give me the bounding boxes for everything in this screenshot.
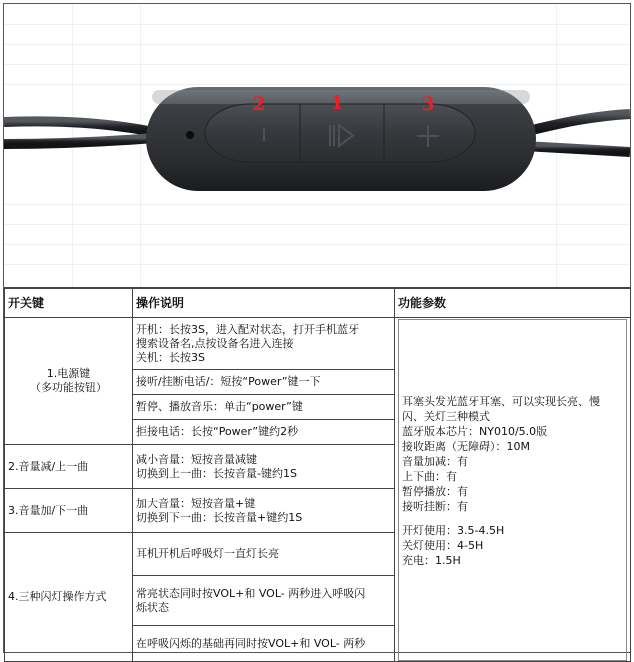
key-volume-up: 3.音量加/下一曲 [5,489,133,533]
op-light-breathing: 常亮状态同时按VOL+和 VOL- 两秒进入呼吸闪 烁状态 [133,576,395,626]
button-number-1: 1 [330,92,344,114]
op-light-always-on: 耳机开机后呼吸灯一直灯长亮 [133,533,395,576]
op-answer-hangup: 接听/挂断电话/：短按“Power”键一下 [133,370,395,395]
key-volume-down: 2.音量减/上一曲 [5,445,133,489]
function-params: 耳塞头发光蓝牙耳塞、可以实现长亮、慢 闪、关灯三种模式 蓝牙版本芯片：NY010/5.0版 接收距离（无障碍）：10M 音量加减：有 上下曲：有 暂停播放：有 接听挂断：有 开灯使用：3.5-4.5H 关灯使用：4-5H 充电：1.5H [395,318,631,662]
op-play-pause: 暂停、播放音乐：单击“power”键 [133,395,395,420]
table-header-row [5,289,631,318]
mic-hole-icon [186,131,194,139]
header-key: 开关键 [5,289,133,318]
spec-sheet [3,3,631,653]
left-cable-upper [4,121,154,132]
op-volume-down: 减小音量：短按音量减键 切换到上一曲：长按音量-键约1S [133,445,395,489]
op-reject-call: 拒接电话：长按“Power”键约2秒 [133,420,395,445]
header-function: 功能参数 [395,289,631,318]
button-number-3: 3 [421,93,435,115]
key-light-modes: 4.三种闪灯操作方式 [5,533,133,662]
right-cable-lower [524,146,630,152]
left-cable-lower [4,138,154,144]
op-volume-up: 加大音量：短按音量+键 切换到下一曲：长按音量+键约1S [133,489,395,533]
right-cable-upper [524,114,630,132]
key-power-button: 1.电源键 （多功能按钮） [5,318,133,445]
spec-table [4,288,631,662]
op-light-off: 在呼吸闪烁的基础再同时按VOL+和 VOL- 两秒 [133,626,395,662]
table-row [5,318,631,370]
remote-control-illustration [4,4,630,287]
op-power-on-off: 开机：长按3S，进入配对状态，打开手机蓝牙 搜索设备名,点按设备名进入连接 关机：长按3S [133,318,395,370]
product-photo [4,4,630,288]
header-operation: 操作说明 [133,289,395,318]
button-number-2: 2 [252,93,266,115]
